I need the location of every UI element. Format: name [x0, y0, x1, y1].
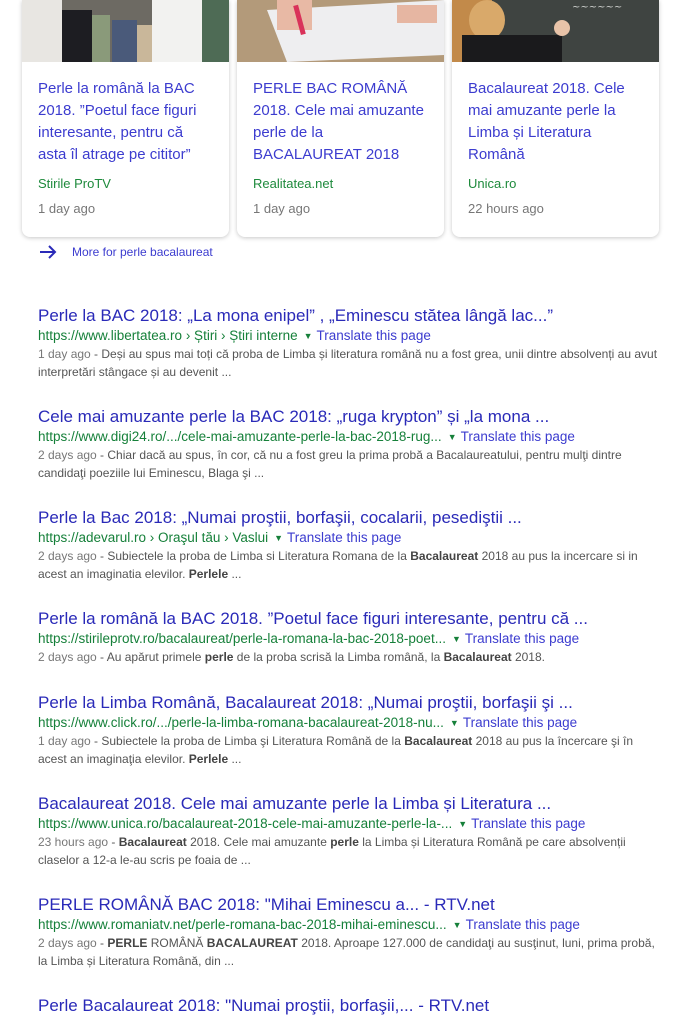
caret-down-icon[interactable]: ▼ [452, 920, 462, 930]
translate-link[interactable]: Translate this page [471, 816, 586, 831]
snippet-keyword: Bacalaureat [410, 549, 479, 563]
caret-down-icon[interactable]: ▼ [451, 634, 461, 644]
arrow-right-icon [40, 245, 58, 259]
snippet-text: 2018. Aproape 127.000 de candidaţi au susţinut, luni, prima probă, la Limba și Literatura Română, din ... [38, 936, 655, 968]
caret-down-icon[interactable]: ▼ [303, 331, 313, 341]
story-thumbnail-crowd [22, 0, 229, 62]
story-thumbnail-writing [237, 0, 444, 62]
snippet-keyword: Perlele [188, 752, 229, 766]
snippet-keyword: Bacalaureat [118, 835, 187, 849]
story-time: 1 day ago [38, 201, 96, 216]
snippet-text: 2018. [511, 650, 545, 664]
snippet-keyword: Perlele [188, 567, 229, 581]
snippet-text: - Subiectele la proba de Limba si Literatura Romana de la [96, 549, 411, 563]
result-url-text: https://www.click.ro/.../perle-la-limba-romana-bacalaureat-2018-nu... [38, 715, 444, 730]
story-source: Unica.ro [468, 176, 517, 191]
result-date: 2 days ago [38, 448, 97, 462]
search-result [38, 608, 658, 692]
result-url-text: https://adevarul.ro › Oraşul tău › Vaslui [38, 530, 269, 545]
result-url [38, 428, 658, 446]
result-url [38, 529, 658, 547]
snippet-text: - Subiectele la proba de Limba şi Literatura Română de la [90, 734, 405, 748]
snippet-keyword: BACALAUREAT [206, 936, 298, 950]
svg-text:~~~~~~: ~~~~~~ [572, 2, 623, 13]
caret-down-icon[interactable]: ▼ [274, 533, 284, 543]
snippet-text: la Limba și Literatura Română pe care absolvenții claselor a 12-a le-au scris pe foaia de ... [38, 835, 626, 867]
result-snippet [38, 547, 658, 583]
translate-link[interactable]: Translate this page [287, 530, 402, 545]
result-title-link[interactable]: Perle Bacalaureat 2018: "Numai proştii, borfaşii,... - RTV.net [38, 996, 490, 1015]
search-result [38, 507, 658, 608]
result-url-text: https://www.digi24.ro/.../cele-mai-amuzante-perle-la-bac-2018-rug... [38, 429, 442, 444]
result-date: 2 days ago [38, 549, 97, 563]
story-source: Realitatea.net [253, 176, 334, 191]
translate-link[interactable]: Translate this page [464, 631, 580, 646]
snippet-text: - [96, 936, 108, 950]
snippet-text: 2018. Cele mai amuzante [186, 835, 331, 849]
snippet-text: 2018 au pus la încercare şi în acest an imaginaţia elevilor. [38, 734, 634, 766]
story-thumbnail-blackboard [452, 0, 659, 62]
search-result [38, 894, 658, 995]
result-title-link[interactable]: PERLE ROMÂNĂ BAC 2018: "Mihai Eminescu a... - RTV.net [38, 895, 495, 914]
result-date: 1 day ago [38, 347, 91, 361]
snippet-keyword: perle [330, 835, 359, 849]
search-result [38, 406, 658, 507]
translate-link[interactable]: Translate this page [460, 429, 575, 444]
result-title-link[interactable]: Bacalaureat 2018. Cele mai amuzante perle la Limba și Literatura ... [38, 794, 552, 813]
result-snippet [38, 934, 658, 970]
result-date: 2 days ago [38, 936, 97, 950]
result-snippet [38, 833, 658, 869]
story-source: Stirile ProTV [38, 176, 111, 191]
story-card[interactable] [22, 0, 229, 237]
result-title-link[interactable]: Perle la BAC 2018: „La mona enipel” , „Eminescu stătea lângă lac...” [38, 306, 553, 325]
result-date: 1 day ago [38, 734, 91, 748]
result-title-link[interactable]: Perle la română la BAC 2018. ”Poetul face figuri interesante, pentru că ... [38, 609, 588, 628]
snippet-keyword: Bacalaureat [443, 650, 512, 664]
result-url-text: https://stirileprotv.ro/bacalaureat/perle-la-romana-la-bac-2018-poet... [38, 631, 446, 646]
snippet-text: ... [228, 752, 242, 766]
search-result [38, 692, 658, 793]
story-card[interactable] [237, 0, 444, 237]
result-snippet [38, 732, 658, 768]
result-url [38, 815, 658, 833]
search-result [38, 793, 658, 894]
snippet-text: ... [228, 567, 242, 581]
result-snippet [38, 345, 658, 381]
caret-down-icon[interactable]: ▼ [447, 432, 457, 442]
result-snippet [38, 446, 658, 482]
snippet-text: - Chiar dacă au spus, în cor, că nu a fost greu la prima probă a Bacalaureatului, pentru mulţi dintre candidaţi poeziile lui Eminescu, Blaga şi ... [38, 448, 622, 480]
result-title-link[interactable]: Perle la Bac 2018: „Numai proştii, borfaşii, cocalarii, pesediştii ... [38, 508, 522, 527]
translate-link[interactable]: Translate this page [462, 715, 578, 730]
snippet-text: - Au apărut primele [96, 650, 205, 664]
result-url [38, 714, 658, 732]
snippet-keyword: PERLE [107, 936, 148, 950]
result-url [38, 630, 658, 648]
translate-link[interactable]: Translate this page [465, 917, 580, 932]
snippet-text: 2018 au pus la incercare si in acest an imaginatia elevilor. [38, 549, 638, 581]
story-card[interactable] [452, 0, 659, 237]
result-snippet [38, 648, 658, 666]
result-title-link[interactable]: Perle la Limba Română, Bacalaureat 2018: „Numai proştii, borfaşii şi ... [38, 693, 573, 712]
caret-down-icon[interactable]: ▼ [458, 819, 468, 829]
caret-down-icon[interactable]: ▼ [449, 718, 459, 728]
result-date: 23 hours ago [38, 835, 109, 849]
snippet-text: - Deși au spus mai toți că proba de Limba și literatura română nu a fost grea, unii dintre absolvenți au avut interpretări stângace și au devenit ... [38, 347, 658, 379]
more-for-label: More for perle bacalaureat [72, 245, 213, 259]
story-time: 1 day ago [253, 201, 311, 216]
story-title[interactable]: PERLE BAC ROMÂNĂ 2018. Cele mai amuzante perle de la BACALAUREAT 2018 [253, 80, 424, 163]
result-url-text: https://www.romaniatv.net/perle-romana-bac-2018-mihai-eminescu... [38, 917, 447, 932]
translate-link[interactable]: Translate this page [316, 328, 431, 343]
snippet-text: de la proba scrisă la Limba română, la [233, 650, 444, 664]
snippet-keyword: perle [204, 650, 234, 664]
snippet-text: - [108, 835, 119, 849]
result-date: 2 days ago [38, 650, 97, 664]
story-title[interactable]: Bacalaureat 2018. Cele mai amuzante perle la Limba și Literatura Română [468, 80, 625, 163]
snippet-text: ROMÂNĂ [147, 936, 207, 950]
story-title[interactable]: Perle la română la BAC 2018. ”Poetul face figuri interesante, pentru că asta îl atrage pe cititor” [38, 80, 197, 163]
search-result [38, 305, 658, 406]
more-for-link[interactable] [40, 245, 213, 259]
result-title-link[interactable]: Cele mai amuzante perle la BAC 2018: „ruga krypton” și „la mona ... [38, 407, 550, 426]
snippet-keyword: Bacalaureat [404, 734, 473, 748]
search-result [38, 995, 658, 1017]
result-url-text: https://www.unica.ro/bacalaureat-2018-cele-mai-amuzante-perle-la-... [38, 816, 453, 831]
result-url [38, 327, 658, 345]
result-url [38, 916, 658, 934]
result-url-text: https://www.libertatea.ro › Știri › Știri interne [38, 328, 298, 343]
story-time: 22 hours ago [468, 201, 544, 216]
search-results [38, 305, 658, 1017]
top-stories-carousel [22, 0, 659, 237]
